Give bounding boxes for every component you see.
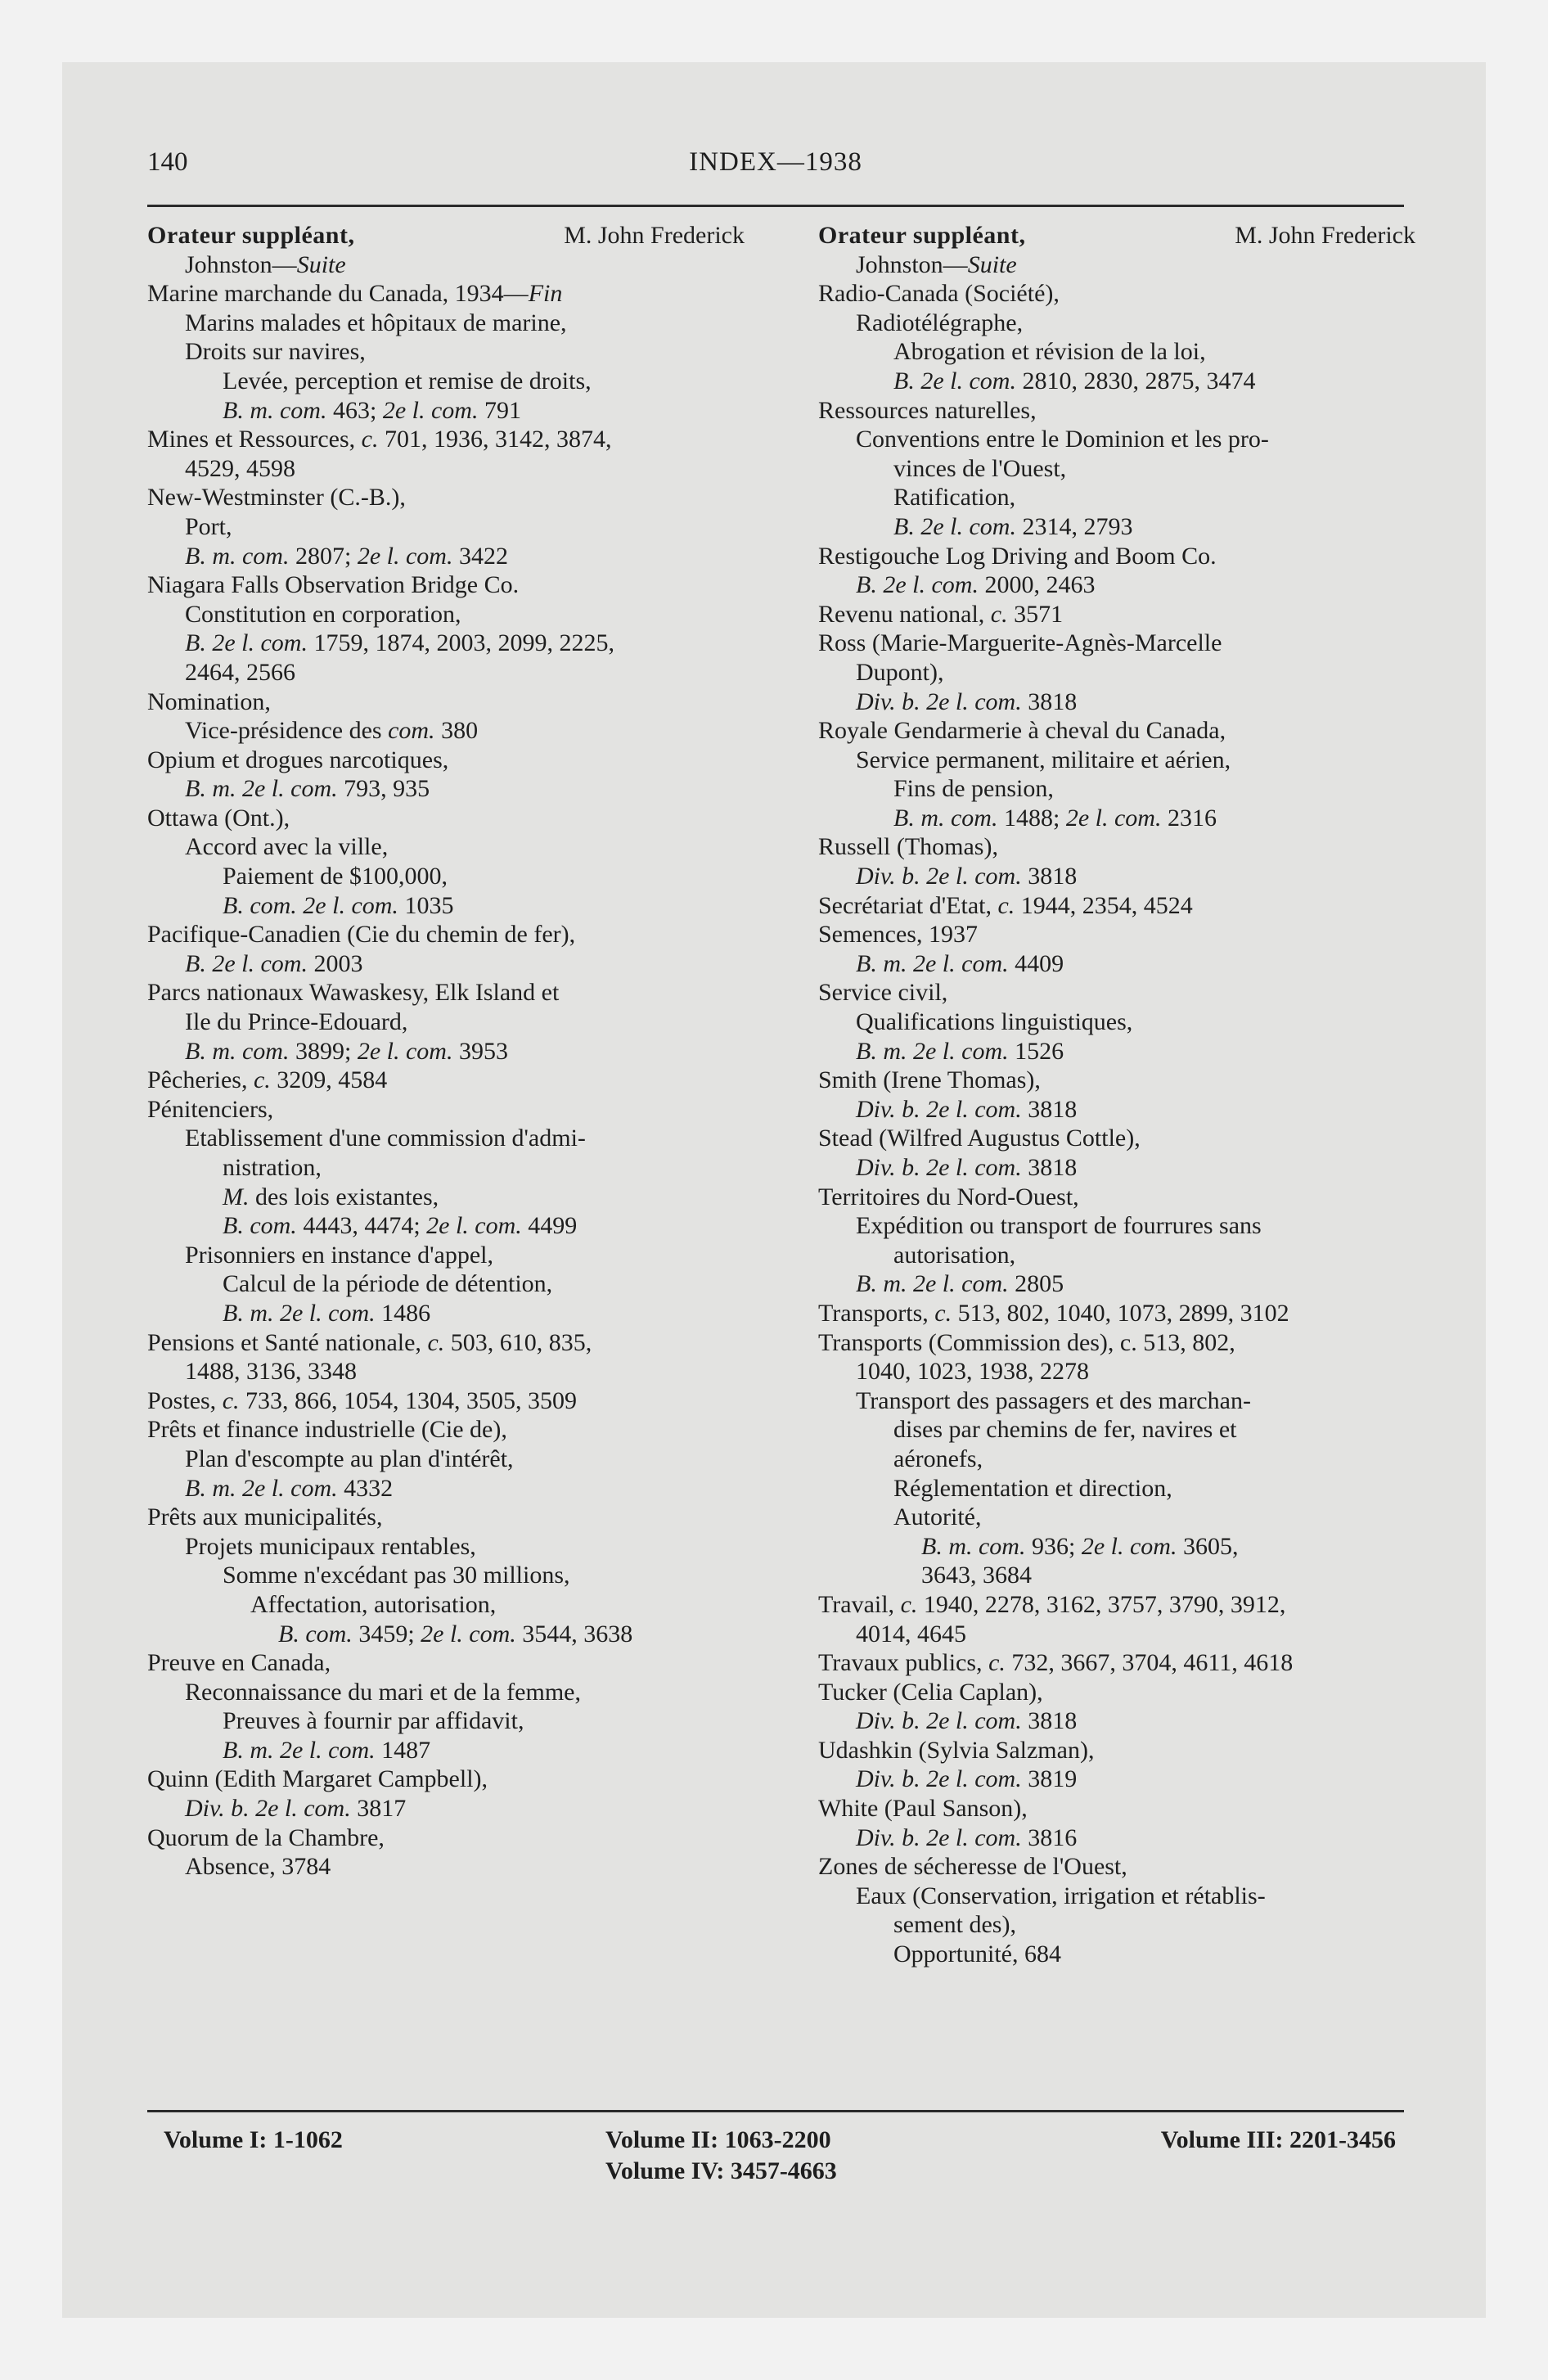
index-entry: Travaux publics, c. 732, 3667, 3704, 4611, 4618 — [818, 1649, 1294, 1677]
volume-2-range: Volume II: 1063-2200 — [605, 2126, 831, 2153]
index-entry: Pénitenciers, — [147, 1095, 274, 1123]
index-entry: 3643, 3684 — [921, 1562, 1032, 1589]
index-entry: B. m. 2e l. com. 1526 — [856, 1037, 1064, 1065]
index-entry: Vice-présidence des com. 380 — [185, 717, 479, 745]
index-entry: Pacifique-Canadien (Cie du chemin de fer), — [147, 921, 576, 949]
index-entry: White (Paul Sanson), — [818, 1795, 1028, 1823]
index-entry: Zones de sécheresse de l'Ouest, — [818, 1853, 1127, 1881]
index-entry: Port, — [185, 512, 232, 540]
index-entry: B. m. 2e l. com. 2805 — [856, 1270, 1064, 1298]
index-entry: B. m. com. 936; 2e l. com. 3605, — [921, 1532, 1239, 1560]
index-entry: aéronefs, — [893, 1445, 983, 1472]
index-entry: B. m. 2e l. com. 1486 — [223, 1299, 431, 1327]
right-column-heading — [818, 221, 1415, 250]
index-entry: Autorité, — [893, 1503, 982, 1531]
index-entry: Droits sur navires, — [185, 338, 366, 366]
index-entry: Transport des passagers et des marchan- — [856, 1386, 1251, 1414]
index-entry: Restigouche Log Driving and Boom Co. — [818, 542, 1217, 570]
header-rule — [147, 205, 1404, 207]
index-entry: B. com. 3459; 2e l. com. 3544, 3638 — [278, 1620, 633, 1648]
index-entry: B. m. com. 463; 2e l. com. 791 — [223, 396, 521, 424]
index-entry: vinces de l'Ouest, — [893, 454, 1067, 482]
index-entry: Service civil, — [818, 979, 948, 1007]
index-entry: autorisation, — [893, 1241, 1016, 1269]
index-entry: Fins de pension, — [893, 775, 1054, 803]
index-entry: Johnston—Suite — [856, 250, 1017, 278]
index-entry: Ross (Marie-Marguerite-Agnès-Marcelle — [818, 629, 1222, 657]
page-number: 140 — [147, 147, 188, 177]
index-entry: Somme n'excédant pas 30 millions, — [223, 1562, 570, 1589]
index-entry: Réglementation et direction, — [893, 1474, 1172, 1502]
index-entry: Nomination, — [147, 687, 271, 715]
index-entry: Quorum de la Chambre, — [147, 1823, 385, 1851]
index-entry: Secrétariat d'Etat, c. 1944, 2354, 4524 — [818, 891, 1193, 919]
index-entry: Div. b. 2e l. com. 3818 — [856, 1095, 1078, 1123]
index-entry: Calcul de la période de détention, — [223, 1270, 553, 1298]
index-entry: B. m. com. 1488; 2e l. com. 2316 — [893, 804, 1217, 832]
index-entry: dises par chemins de fer, navires et — [893, 1416, 1237, 1444]
index-entry: Pêcheries, c. 3209, 4584 — [147, 1066, 388, 1094]
index-entry: Plan d'escompte au plan d'intérêt, — [185, 1445, 514, 1472]
index-entry: Eaux (Conservation, irrigation et rétablis- — [856, 1882, 1266, 1909]
index-entry: B. 2e l. com. 2000, 2463 — [856, 571, 1096, 599]
index-entry: Div. b. 2e l. com. 3818 — [856, 1707, 1078, 1735]
index-entry: B. m. com. 2807; 2e l. com. 3422 — [185, 542, 508, 570]
index-entry: Preuves à fournir par affidavit, — [223, 1707, 524, 1735]
index-entry: Quinn (Edith Margaret Campbell), — [147, 1765, 488, 1793]
index-entry: Radio-Canada (Société), — [818, 280, 1060, 308]
index-entry: Marine marchande du Canada, 1934—Fin — [147, 280, 563, 308]
index-entry: Preuve en Canada, — [147, 1649, 331, 1677]
index-entry: Revenu national, c. 3571 — [818, 600, 1064, 628]
index-entry: B. m. 2e l. com. 4332 — [185, 1474, 394, 1502]
index-entry: Div. b. 2e l. com. 3818 — [856, 863, 1078, 890]
index-entry: Constitution en corporation, — [185, 600, 461, 628]
page-title: INDEX—1938 — [689, 147, 862, 177]
index-entry: Johnston—Suite — [185, 250, 346, 278]
index-entry: Ratification, — [893, 484, 1016, 512]
index-entry: Tucker (Celia Caplan), — [818, 1678, 1043, 1706]
index-entry: Ile du Prince-Edouard, — [185, 1008, 408, 1036]
index-entry: M. des lois existantes, — [223, 1183, 439, 1210]
volume-3-range: Volume III: 2201-3456 — [1160, 2126, 1396, 2153]
index-entry: B. 2e l. com. 1759, 1874, 2003, 2099, 2225, — [185, 629, 614, 657]
index-entry: Transports (Commission des), c. 513, 802, — [818, 1328, 1235, 1356]
index-entry: Niagara Falls Observation Bridge Co. — [147, 571, 520, 599]
index-entry: Qualifications linguistiques, — [856, 1008, 1133, 1036]
index-entry: 2464, 2566 — [185, 658, 295, 686]
volume-1-range: Volume I: 1-1062 — [164, 2126, 343, 2153]
volume-4-range: Volume IV: 3457-4663 — [605, 2157, 837, 2184]
index-entry: Ressources naturelles, — [818, 396, 1037, 424]
index-entry: B. m. 2e l. com. 793, 935 — [185, 775, 430, 803]
index-entry: B. m. 2e l. com. 4409 — [856, 949, 1064, 977]
index-entry: Opportunité, 684 — [893, 1941, 1061, 1968]
index-entry: Mines et Ressources, c. 701, 1936, 3142, 3874, — [147, 426, 612, 453]
index-entry: Stead (Wilfred Augustus Cottle), — [818, 1125, 1141, 1152]
index-entry: Marins malades et hôpitaux de marine, — [185, 309, 567, 336]
index-entry: Service permanent, militaire et aérien, — [856, 746, 1231, 773]
index-entry: Reconnaissance du mari et de la femme, — [185, 1678, 581, 1706]
heading-rest: M. John Frederick — [564, 222, 745, 249]
index-entry: Absence, 3784 — [185, 1853, 331, 1881]
index-entry: Smith (Irene Thomas), — [818, 1066, 1041, 1094]
left-column-heading — [147, 221, 745, 250]
heading-bold: Orateur suppléant, — [818, 222, 1026, 249]
index-entry: Semences, 1937 — [818, 921, 978, 949]
index-entry: 1488, 3136, 3348 — [185, 1358, 357, 1386]
index-entry: B. 2e l. com. 2314, 2793 — [893, 512, 1133, 540]
index-entry: Prisonniers en instance d'appel, — [185, 1241, 493, 1269]
index-entry: 4529, 4598 — [185, 454, 295, 482]
heading-bold: Orateur suppléant, — [147, 222, 355, 249]
index-entry: 4014, 4645 — [856, 1620, 966, 1648]
index-entry: Radiotélégraphe, — [856, 309, 1024, 336]
index-entry: Pensions et Santé nationale, c. 503, 610, 835, — [147, 1328, 592, 1356]
index-entry: Abrogation et révision de la loi, — [893, 338, 1206, 366]
index-entry: Travail, c. 1940, 2278, 3162, 3757, 3790, 3912, — [818, 1590, 1286, 1618]
page-header — [147, 147, 1404, 188]
index-entry: B. m. com. 3899; 2e l. com. 3953 — [185, 1037, 508, 1065]
right-column — [818, 221, 1415, 1969]
index-entry: Transports, c. 513, 802, 1040, 1073, 2899, 3102 — [818, 1299, 1289, 1327]
index-entry: Ottawa (Ont.), — [147, 804, 290, 832]
index-entry: Div. b. 2e l. com. 3818 — [856, 687, 1078, 715]
index-entry: Prêts aux municipalités, — [147, 1503, 383, 1531]
index-entry: sement des), — [893, 1911, 1016, 1939]
index-entry: Div. b. 2e l. com. 3817 — [185, 1795, 407, 1823]
index-entry: B. 2e l. com. 2810, 2830, 2875, 3474 — [893, 367, 1256, 394]
index-entry: New-Westminster (C.-B.), — [147, 484, 406, 512]
index-entry: B. 2e l. com. 2003 — [185, 949, 363, 977]
index-entry: Territoires du Nord-Ouest, — [818, 1183, 1079, 1210]
heading-rest: M. John Frederick — [1235, 222, 1415, 249]
index-entry: Affectation, autorisation, — [250, 1590, 497, 1618]
index-entry: 1040, 1023, 1938, 2278 — [856, 1358, 1089, 1386]
index-entry: Dupont), — [856, 658, 944, 686]
index-entry: nistration, — [223, 1154, 322, 1181]
index-entry: Div. b. 2e l. com. 3819 — [856, 1765, 1078, 1793]
index-entry: Div. b. 2e l. com. 3816 — [856, 1823, 1078, 1851]
footer-rule — [147, 2110, 1404, 2112]
index-entry: Opium et drogues narcotiques, — [147, 746, 449, 773]
index-entry: B. m. 2e l. com. 1487 — [223, 1736, 431, 1764]
index-entry: Postes, c. 733, 866, 1054, 1304, 3505, 3509 — [147, 1386, 578, 1414]
index-entry: Royale Gendarmerie à cheval du Canada, — [818, 717, 1226, 745]
index-entry: Accord avec la ville, — [185, 833, 389, 861]
index-entry: Paiement de $100,000, — [223, 863, 448, 890]
index-entry: Prêts et finance industrielle (Cie de), — [147, 1416, 507, 1444]
index-entry: Div. b. 2e l. com. 3818 — [856, 1154, 1078, 1181]
index-entry: Expédition ou transport de fourrures sans — [856, 1212, 1262, 1240]
index-entry: B. com. 2e l. com. 1035 — [223, 891, 454, 919]
index-entry: Russell (Thomas), — [818, 833, 998, 861]
index-entry: Etablissement d'une commission d'admi- — [185, 1125, 586, 1152]
index-entry: Parcs nationaux Wawaskesy, Elk Island et — [147, 979, 560, 1007]
left-column — [147, 221, 745, 1882]
index-entry: Projets municipaux rentables, — [185, 1532, 476, 1560]
index-entry: Levée, perception et remise de droits, — [223, 367, 592, 394]
index-entry: Udashkin (Sylvia Salzman), — [818, 1736, 1095, 1764]
index-entry: B. com. 4443, 4474; 2e l. com. 4499 — [223, 1212, 578, 1240]
index-entry: Conventions entre le Dominion et les pro- — [856, 426, 1269, 453]
